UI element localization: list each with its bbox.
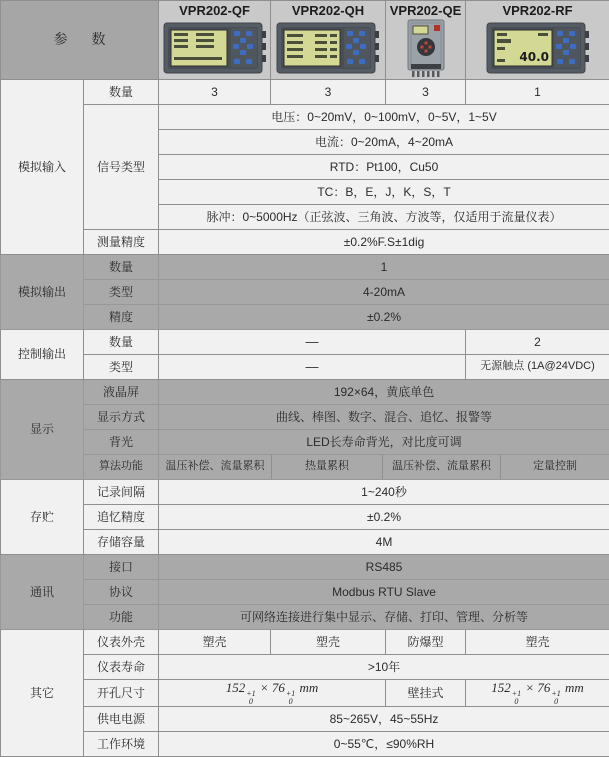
value-algo-qh: 热量累积 [271, 455, 382, 479]
category-comm: 通讯 [1, 555, 84, 630]
row-display-backlight [1, 430, 609, 455]
value-qty-qf: 3 [159, 80, 271, 105]
label-recall-accuracy: 追忆精度 [84, 505, 159, 530]
value-signal-current: 电流：0~20mA，4~20mA [159, 130, 609, 155]
header-row [1, 1, 609, 80]
label-backlight: 背光 [84, 430, 159, 455]
label-capacity: 存储容量 [84, 530, 159, 555]
label-co-qty: 数量 [84, 330, 159, 355]
value-algo-qe: 温压补偿、流量累积 [382, 455, 500, 479]
product-photo-qh-icon [275, 19, 381, 77]
value-ao-accuracy: ±0.2% [159, 305, 609, 330]
value-display-mode: 曲线、棒图、数字、混合、追忆、报警等 [159, 405, 609, 430]
product-name-qh: VPR202-QH [292, 2, 364, 19]
product-name-qe: VPR202-QE [390, 2, 462, 19]
value-ao-qty: 1 [159, 255, 609, 280]
value-case-rf: 塑壳 [466, 630, 609, 655]
value-signal-voltage: 电压：0~20mV，0~100mV，0~5V，1~5V [159, 105, 609, 130]
label-signal-type: 信号类型 [84, 105, 159, 230]
row-measure-accuracy [1, 230, 609, 255]
label-env: 工作环境 [84, 732, 159, 757]
product-photo-qe-icon [391, 19, 461, 79]
value-algo-qf: 温压补偿、流量累积 [159, 455, 271, 479]
label-display-mode: 显示方式 [84, 405, 159, 430]
row-display-algorithm [1, 455, 609, 480]
value-lcd: 192×64，黄底单色 [159, 380, 609, 405]
value-case-qh: 塑壳 [271, 630, 386, 655]
row-comm-port [1, 555, 609, 580]
value-co-type-dash: — [159, 355, 466, 380]
row-comm-protocol [1, 580, 609, 605]
value-signal-tc: TC：B，E，J，K，S，T [159, 180, 609, 205]
value-co-qty-rf: 2 [466, 330, 609, 355]
value-algo-rf: 定量控制 [500, 455, 609, 479]
label-power: 供电电源 [84, 707, 159, 732]
value-case-qe: 防爆型 [386, 630, 466, 655]
row-other-cutout [1, 680, 609, 707]
value-co-type-rf: 无源触点 (1A@24VDC) [466, 355, 609, 380]
label-co-type: 类型 [84, 355, 159, 380]
product-column-qh [271, 1, 386, 80]
rf-screen-value: 40.0 [519, 50, 549, 64]
label-algorithm: 算法功能 [84, 455, 159, 480]
label-ao-accuracy: 精度 [84, 305, 159, 330]
value-signal-pulse: 脉冲：0~5000Hz（正弦波、三角波、方波等，仅适用于流量仪表） [159, 205, 609, 230]
row-analog-input-qty [1, 80, 609, 105]
row-analog-output-accuracy [1, 305, 609, 330]
value-signal-rtd: RTD：Pt100，Cu50 [159, 155, 609, 180]
label-record-interval: 记录间隔 [84, 480, 159, 505]
product-column-qf [159, 1, 271, 80]
product-column-rf [466, 1, 609, 80]
category-storage: 存贮 [1, 480, 84, 555]
row-other-power [1, 707, 609, 732]
value-co-qty-dash: — [159, 330, 466, 355]
product-name-rf: VPR202-RF [502, 2, 572, 19]
row-analog-output-qty [1, 255, 609, 280]
product-name-qf: VPR202-QF [179, 2, 250, 19]
value-recall-accuracy: ±0.2% [159, 505, 609, 530]
row-other-case [1, 630, 609, 655]
category-display: 显示 [1, 380, 84, 480]
value-qty-rf: 1 [466, 80, 609, 105]
label-protocol: 协议 [84, 580, 159, 605]
label-case: 仪表外壳 [84, 630, 159, 655]
label-cutout: 开孔尺寸 [84, 680, 159, 707]
value-case-qf: 塑壳 [159, 630, 271, 655]
row-signal-voltage [1, 105, 609, 130]
product-photo-rf-icon [478, 19, 598, 77]
label-port: 接口 [84, 555, 159, 580]
row-storage-recall [1, 505, 609, 530]
value-backlight: LED长寿命背光，对比度可调 [159, 430, 609, 455]
value-power: 85~265V，45~55Hz [159, 707, 609, 732]
row-other-env [1, 732, 609, 757]
value-cutout-rf: 152 +1 0 × 76 +1 0 mm [466, 680, 609, 707]
value-protocol: Modbus RTU Slave [159, 580, 609, 605]
label-function: 功能 [84, 605, 159, 630]
value-cutout-panel: 152 +1 0 × 76 +1 0 mm [159, 680, 386, 707]
row-storage-capacity [1, 530, 609, 555]
row-control-output-type [1, 355, 609, 380]
label-life: 仪表寿命 [84, 655, 159, 680]
label-ao-type: 类型 [84, 280, 159, 305]
param-header: 参 数 [1, 1, 159, 80]
label-qty: 数量 [84, 80, 159, 105]
value-life: >10年 [159, 655, 609, 680]
category-other: 其它 [1, 630, 84, 757]
value-cutout-wallmount: 壁挂式 [386, 680, 466, 707]
value-record-interval: 1~240秒 [159, 480, 609, 505]
product-photo-qf-icon [162, 19, 268, 77]
row-comm-function [1, 605, 609, 630]
value-capacity: 4M [159, 530, 609, 555]
value-qty-qe: 3 [386, 80, 466, 105]
row-control-output-qty [1, 330, 609, 355]
label-lcd: 液晶屏 [84, 380, 159, 405]
value-env: 0~55℃，≤90%RH [159, 732, 609, 757]
label-ao-qty: 数量 [84, 255, 159, 280]
product-column-qe [386, 1, 466, 80]
value-ao-type: 4-20mA [159, 280, 609, 305]
row-storage-interval [1, 480, 609, 505]
category-analog-input: 模拟输入 [1, 80, 84, 255]
value-qty-qh: 3 [271, 80, 386, 105]
row-analog-output-type [1, 280, 609, 305]
category-control-output: 控制输出 [1, 330, 84, 380]
row-other-life [1, 655, 609, 680]
value-function: 可网络连接进行集中显示、存储、打印、管理、分析等 [159, 605, 609, 630]
category-analog-output: 模拟输出 [1, 255, 84, 330]
row-display-lcd [1, 380, 609, 405]
value-measure-accuracy: ±0.2%F.S±1dig [159, 230, 609, 255]
value-port: RS485 [159, 555, 609, 580]
value-algorithm-strip [159, 455, 609, 480]
row-display-mode [1, 405, 609, 430]
label-measure-accuracy: 测量精度 [84, 230, 159, 255]
